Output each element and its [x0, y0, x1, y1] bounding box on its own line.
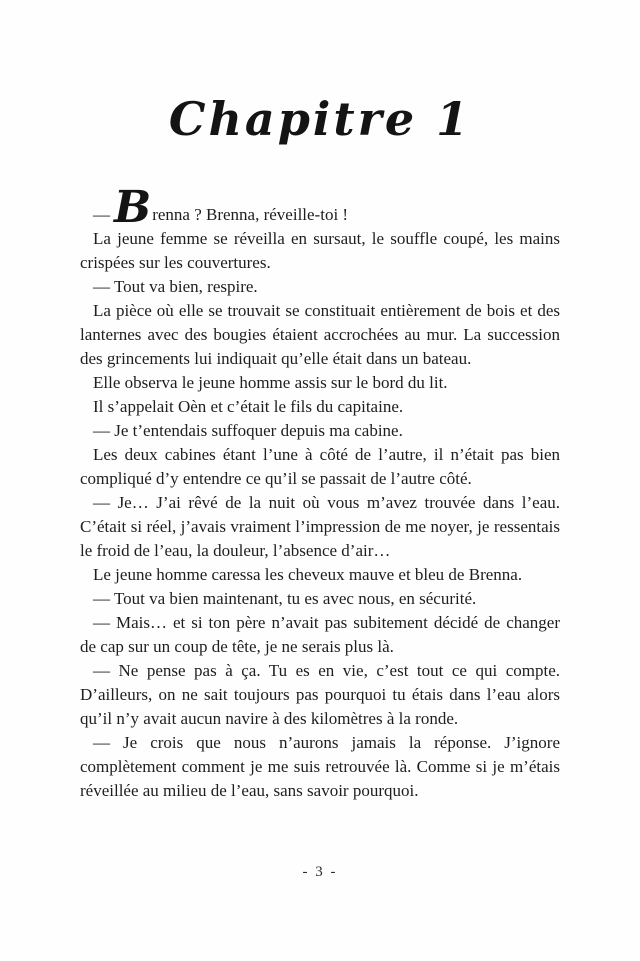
- chapter-title: Chapitre 1: [168, 92, 472, 146]
- paragraph: — Ne pense pas à ça. Tu es en vie, c’est tout ce qui compte. D’ailleurs, on ne sait toujours pas pourquoi tu étais dans l’eau alors qu’il n’y avait aucun navire à des kilomètres à la ronde.: [80, 661, 560, 728]
- paragraph: Les deux cabines étant l’une à côté de l’autre, il n’était pas bien compliqué d’y entendre ce qu’il se passait de l’autre côté.: [80, 445, 560, 488]
- paragraph: — Je t’entendais suffoquer depuis ma cabine.: [93, 421, 403, 440]
- paragraph: — Tout va bien maintenant, tu es avec nous, en sécurité.: [93, 589, 477, 608]
- paragraph: La pièce où elle se trouvait se constituait entièrement de bois et des lanternes avec des bougies étaient accrochées au mur. La succession des grincements lui indiquait qu’elle était dans un bateau.: [80, 301, 560, 368]
- chapter-text: [80, 182, 560, 803]
- paragraph: Elle observa le jeune homme assis sur le bord du lit.: [93, 373, 448, 392]
- page-number: - 3 -: [302, 864, 338, 880]
- paragraph: — Je crois que nous n’aurons jamais la réponse. J’ignore complètement comment je me suis retrouvée là. Comme si je m’étais réveillée au milieu de l’eau, sans savoir pourquoi.: [80, 733, 560, 800]
- paragraph-first: [80, 182, 560, 233]
- paragraph: — Mais… et si ton père n’avait pas subitement décidé de changer de cap sur un coup de tête, je ne serais plus là.: [80, 613, 560, 656]
- first-paragraph-text: renna ? Brenna, réveille-toi !: [152, 205, 349, 224]
- drop-cap-initial: B: [114, 182, 152, 233]
- paragraph: Il s’appelait Oèn et c’était le fils du capitaine.: [93, 397, 404, 416]
- paragraph: — Je… J’ai rêvé de la nuit où vous m’avez trouvée dans l’eau. C’était si réel, j’avais vraiment l’impression de me noyer, je ressentais le froid de l’eau, la douleur, l’absence d’air…: [80, 493, 560, 560]
- paragraph: Le jeune homme caressa les cheveux mauve et bleu de Brenna.: [93, 565, 523, 584]
- paragraph: — Tout va bien, respire.: [93, 277, 258, 296]
- paragraph: La jeune femme se réveilla en sursaut, le souffle coupé, les mains crispées sur les couvertures.: [80, 229, 560, 272]
- em-dash: —: [93, 205, 110, 224]
